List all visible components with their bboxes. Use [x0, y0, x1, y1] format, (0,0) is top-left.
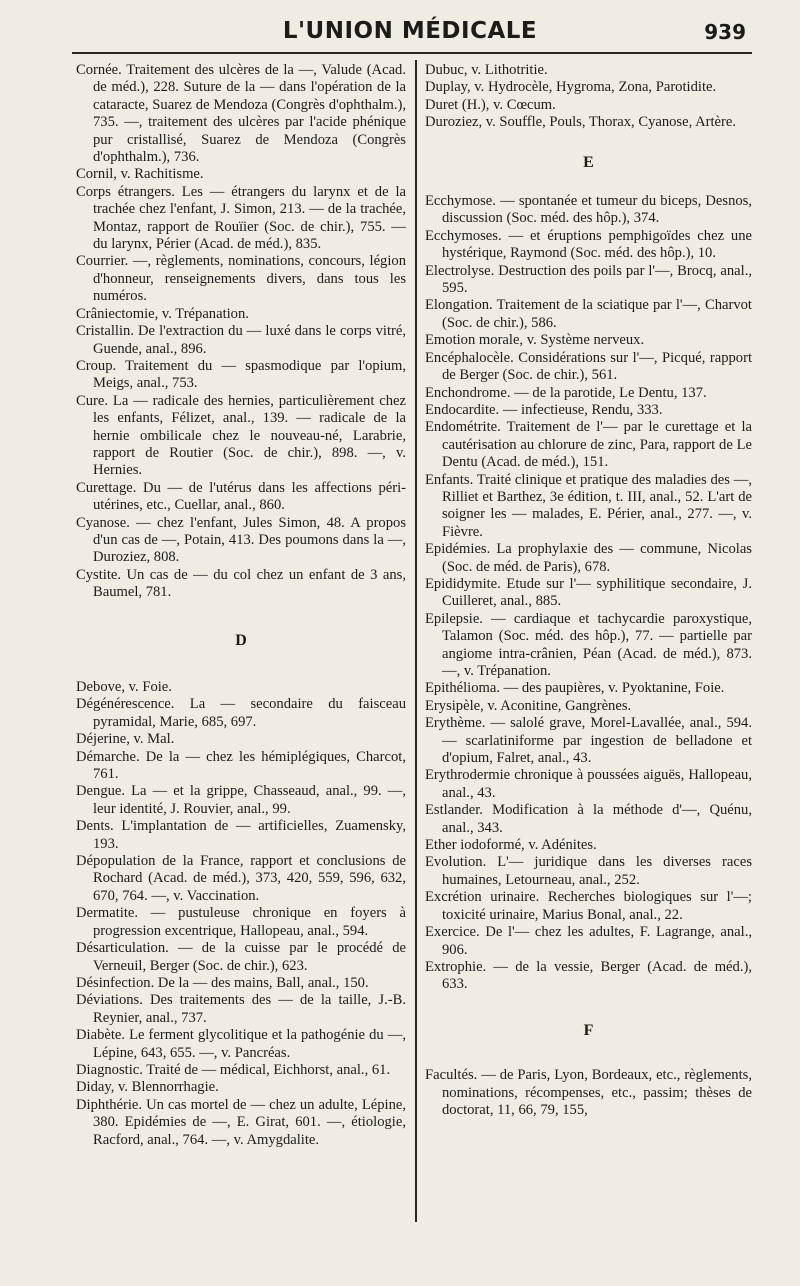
section-letter-e: E [583, 153, 594, 171]
index-entry: Cristallin. De l'extraction du — luxé dans le corps vitré, Guende, anal., 896. [76, 323, 406, 357]
index-entry: Facultés. — de Paris, Lyon, Bordeaux, etc., règlements, nominations, récompenses, etc., passim; thèses de doctorat, 11, 66, 79, 155, [425, 1067, 752, 1118]
index-entry: Ecchymose. — spontanée et tumeur du biceps, Desnos, discussion (Soc. méd. des hôp.), 374. [425, 193, 752, 227]
index-entry: Déjerine, v. Mal. [76, 731, 175, 748]
index-entry: Cure. La — radicale des hernies, particulièrement chez les enfants, Félizet, anal., 139. — radicale de la hernie ombilicale chez le nouveau-né, Larabrie, rapport de Routier (Soc. de chir.), 898. —, v. Hernies. [76, 392, 406, 479]
section-letter-d: D [235, 631, 247, 649]
index-entry: Dengue. La — et la grippe, Chasseaud, anal., 99. —, leur identité, J. Rouvier, anal., 99. [76, 783, 406, 817]
index-entry: Crâniectomie, v. Trépanation. [76, 305, 249, 322]
index-entry: Estlander. Modification à la méthode d'—, Quénu, anal., 343. [425, 802, 752, 836]
index-entry: Emotion morale, v. Système nerveux. [425, 332, 645, 349]
column-divider [415, 60, 417, 1222]
index-entry: Enfants. Traité clinique et pratique des maladies des —, Rilliet et Barthez, 3e édition, t. III, anal., 52. L'art de soigner les — malades, E. Périer, anal., 277. —, v. Fièvre. [425, 471, 752, 540]
index-entry: Endométrite. Traitement de l'— par le curettage et la cautérisation au chlorure de zinc, Para, rapport de Le Dentu (Acad. de méd.), 151. [425, 419, 752, 471]
right-column [425, 62, 752, 1119]
page-number: 939 [704, 20, 746, 44]
running-header [70, 12, 750, 54]
index-entry: Démarche. De la — chez les hémiplégiques, Charcot, 761. [76, 748, 406, 783]
index-entry: Dépopulation de la France, rapport et conclusions de Rochard (Acad. de méd.), 373, 420, 559, 596, 632, 670, 764. —, v. Vaccination. [76, 853, 406, 904]
index-entry: Excrétion urinaire. Recherches biologiques sur l'—; toxicité urinaire, Marius Bonal, anal., 22. [425, 889, 752, 923]
index-entry: Dubuc, v. Lithotritie. [425, 62, 548, 78]
index-entry: Dermatite. — pustuleuse chronique en foyers à progression excentrique, Hallopeau, anal., 594. [76, 905, 406, 939]
index-entry: Cyanose. — chez l'enfant, Jules Simon, 48. A propos d'un cas de —, Potain, 413. Des poumons dans la —, Duroziez, 808. [76, 514, 406, 566]
index-entry: Corps étrangers. Les — étrangers du larynx et de la trachée chez l'enfant, J. Simon, 213. — de la trachée, Montaz, rapport de Rouïier (Soc. de chir.), 755. — du larynx, Périer (Acad. de méd.), 835. [76, 183, 406, 253]
index-entry: Electrolyse. Destruction des poils par l'—, Brocq, anal., 595. [425, 262, 752, 297]
index-entry: Erythrodermie chronique à poussées aiguës, Hallopeau, anal., 43. [425, 767, 752, 801]
index-entry: Ecchymoses. — et éruptions pemphigoïdes chez une hystérique, Raymond (Soc. méd. des hôp.), 10. [425, 227, 752, 262]
index-entry: Déviations. Des traitements des — de la taille, J.-B. Reynier, anal., 737. [76, 992, 406, 1026]
index-entry: Cornée. Traitement des ulcères de la —, Valude (Acad. de méd.), 228. Suture de la — dans l'opération de la cataracte, Suarez de Mendoza (Congrès d'ophthalm.), 735. —, traitement des ulcères par l'acide phénique pur cristallisé, Suarez de Mendoza (Congrès d'ophthalm.), 736. [76, 62, 406, 166]
index-entry: Duplay, v. Hydrocèle, Hygroma, Zona, Parotidite. [425, 79, 717, 96]
index-entry: Diday, v. Blennorrhagie. [76, 1079, 219, 1096]
index-entry: Epilepsie. — cardiaque et tachycardie paroxystique, Talamon (Soc. méd. des hôp.), 77. — partielle par angiome intra-crânien, Péan (Acad. de méd.), 873. —, v. Trépanation. [425, 610, 752, 679]
index-entry: Evolution. L'— juridique dans les diverses races humaines, Letourneau, anal., 252. [425, 854, 752, 888]
index-entry: Elongation. Traitement de la sciatique par l'—, Charvot (Soc. de chir.), 586. [425, 297, 752, 331]
index-entry: Croup. Traitement du — spasmodique par l'opium, Meigs, anal., 753. [76, 357, 406, 392]
index-entry: Dents. L'implantation de — artificielles, Zuamensky, 193. [76, 818, 406, 852]
header-rule [72, 52, 752, 54]
index-entry: Diagnostic. Traité de — médical, Eichhorst, anal., 61. [76, 1061, 391, 1078]
index-entry: Courrier. —, règlements, nominations, concours, légion d'honneur, renseignements divers, dans tous les numéros. [76, 253, 406, 305]
index-entry: Diabète. Le ferment glycolitique et la pathogénie du —, Lépine, 643, 655. —, v. Pancréas. [76, 1027, 406, 1061]
index-entry: Enchondrome. — de la parotide, Le Dentu, 137. [425, 384, 707, 401]
index-entry: Désinfection. De la — des mains, Ball, anal., 150. [76, 974, 369, 991]
index-entry: Erysipèle, v. Aconitine, Gangrènes. [425, 697, 632, 714]
index-entry: Epididymite. Etude sur l'— syphilitique secondaire, J. Cuilleret, anal., 885. [425, 575, 752, 610]
index-entry: Debove, v. Foie. [76, 679, 172, 695]
index-entry: Endocardite. — infectieuse, Rendu, 333. [425, 401, 663, 418]
index-entry: Curettage. Du — de l'utérus dans les affections péri-utérines, etc., Cuellar, anal., 860. [76, 479, 406, 514]
index-entry: Ether iodoformé, v. Adénites. [425, 837, 597, 854]
index-entry: Cornil, v. Rachitisme. [76, 166, 204, 183]
index-entry: Duret (H.), v. Cœcum. [425, 96, 556, 113]
index-entry: Désarticulation. — de la cuisse par le procédé de Verneuil, Berger (Soc. de chir.), 623. [76, 940, 406, 974]
index-entry: Epithélioma. — des paupières, v. Pyoktanine, Foie. [425, 680, 725, 697]
index-entry: Erythème. — salolé grave, Morel-Lavallée, anal., 594. — scarlatiniforme par ingestion de belladone et d'opium, Falret, anal., 43. [425, 715, 752, 767]
index-entry: Duroziez, v. Souffle, Pouls, Thorax, Cyanose, Artère. [425, 114, 736, 131]
section-letter-f: F [583, 1021, 594, 1039]
index-entry: Extrophie. — de la vessie, Berger (Acad. de méd.), 633. [425, 958, 752, 993]
journal-title: L'UNION MÉDICALE [282, 18, 538, 44]
index-entry: Dégénérescence. La — secondaire du faisceau pyramidal, Marie, 685, 697. [76, 696, 406, 730]
index-entry: Encéphalocèle. Considérations sur l'—, Picqué, rapport de Berger (Soc. de chir.), 561. [425, 349, 752, 384]
index-entry: Cystite. Un cas de — du col chez un enfant de 3 ans, Baumel, 781. [76, 566, 406, 601]
index-entry: Epidémies. La prophylaxie des — commune, Nicolas (Soc. de méd. de Paris), 678. [425, 541, 752, 575]
index-entry: Exercice. De l'— chez les adultes, F. Lagrange, anal., 906. [425, 924, 752, 958]
left-column [76, 62, 406, 1149]
index-entry: Diphthérie. Un cas mortel de — chez un adulte, Lépine, 380. Epidémies de —, E. Girat, 601. —, étiologie, Racford, anal., 764. —, v. Amygdalite. [76, 1096, 406, 1148]
